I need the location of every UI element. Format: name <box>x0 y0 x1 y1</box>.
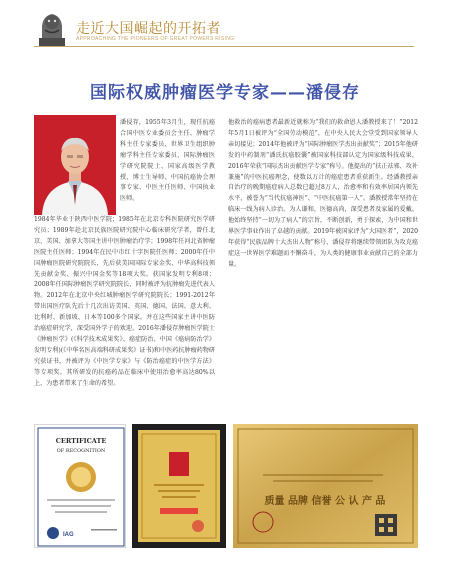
svg-text:CERTIFICATE: CERTIFICATE <box>55 437 107 445</box>
intro-paragraph: 潘侵存，1955年3月生，现任抗癌合国中医专业委员会主任、肿瘤学科主任专家委员、世界卫生组织肿瘤学科主任专家委员、国际肿瘤医学研究院院士、国家高级医学教授、博士生导师、中国抗癌协会理事专家、中医主任医师、中国执业医师。 <box>120 119 215 203</box>
stone-lion-logo-icon <box>35 8 69 48</box>
header-divider <box>34 46 414 47</box>
portrait-photo <box>34 115 116 215</box>
plaque-caption: 质量 品牌 信誉 公 认 产 品 <box>264 496 386 507</box>
column-subtitle: APPROACHING THE PIONEERS OF GREAT POWERS RISING <box>76 36 235 42</box>
svg-text:IAG: IAG <box>63 532 74 538</box>
article-title: 国际权威肿瘤医学专家——潘侵存 <box>90 83 360 103</box>
honor-certificate <box>132 424 226 548</box>
column-title: 走近大国崛起的开拓者 <box>76 21 221 37</box>
quality-brand-plaque <box>233 424 418 548</box>
right-column-body: 他救治的癌病患者最新近就称为“我们的救命恩人潘教授来了！”2012年5月1日被评为“全国劳动模范”，在中央人民大会堂受到国家领导人亲切接见；2014年他被评为“国际肿瘤医学杰出贡献奖”；2015年他研发的中药制剂“潘氏抗癌胶囊”被国家科技部认定为国家级科技成果，2016年荣获“国际杰出贡献医学专家”称号。他提出的“扶正祛邪、攻补兼施”的中医抗癌理念，使数以万计的癌症患者重获新生。经潘教授亲自治疗的晚期癌症病人总数已超过8万人，治愈率和有效率居国内领先水平，被誉为“当代抗癌神医”、“中医抗癌第一人”。潘教授常年坚持在临床一线为病人诊治，为人谦和，医德高尚，深受患者及家属的爱戴。他始终坚持“一切为了病人”的宗旨，不断创新，勇于探索，为中国和世界医学事业作出了卓越的贡献。2019年被国家评为“大国医者”，2020年获得“民族品牌十大杰出人物”称号，潘侵存将继续带领团队为攻克癌症这一世界医学难题而不懈奋斗，为人类的健康事业贡献自己的全部力量。 <box>228 119 418 268</box>
certificate-of-recognition <box>34 424 126 548</box>
left-column-body: 1984年毕业于陕西中医学院；1985年在北京专科医院研究医学研究员；1989年赴北京民族医院研究院中心临床研究学者，曾任北京、美国、加拿大等国主讲中医肿瘤治疗学；1998年任河北省肿瘤医院主任医师；1994年在民中市红十字医院任医师；2000年任中国肿瘤医院研究院院长，先后获美国国际专家金奖、中华高科技领先贡献金奖、振兴中国金奖等18项大奖。获国家发明专利8项；2008年任国际肿瘤医学研究院院长，同时被评为抗肿瘤先进代表人物。2012年在北京中央红城肿瘤医学研究院院长；1991-2012年带出国医疗队先后十几次出访美国、英国、德国、法国、意大利、比利时、新加坡、日本等100多个国家。并在这些国家主讲中医防治癌症研究学，深受国外学子的欢迎。2016年潘侵存肿瘤医学院士《肿瘤医学》(《科学技术成果奖》、癌症防治、中国《癌病防治学》发明专利)(《中华名医高端科研成果奖》证书)和中医药抗肿瘤药物研究获证书，并被评为《中医学专家》与《防治癌症的中医学方法》等专项奖。其所研发的抗癌药品在临床中使用治愈率高达80%以上，为患者带来了生命的希望。 <box>34 216 215 387</box>
svg-text:OF RECOGNITION: OF RECOGNITION <box>56 448 106 454</box>
